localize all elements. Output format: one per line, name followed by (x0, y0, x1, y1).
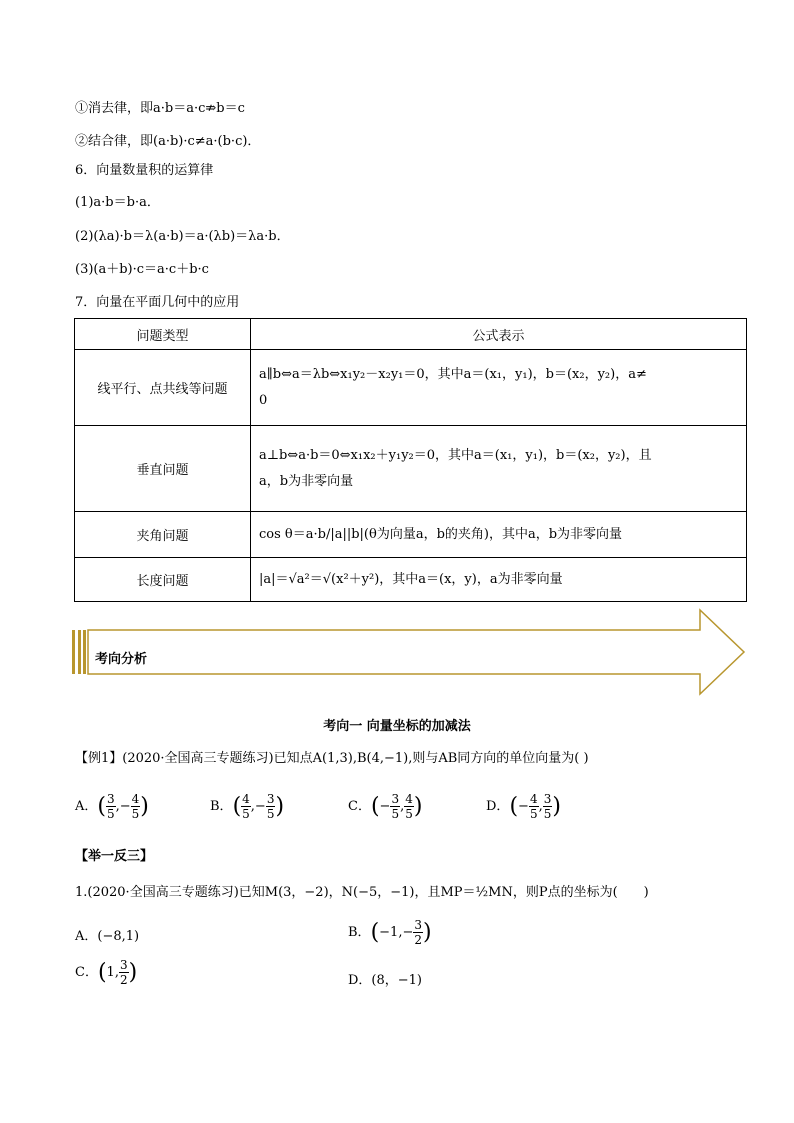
text-line: (2)(λa)·b＝λ(a·b)＝a·(λb)＝λa·b． (75, 229, 290, 244)
table-cell-formula (251, 558, 747, 602)
practice-option-c: C．(1, $\frac{3}{2}$ ) (75, 958, 138, 987)
text-line: ①消去律，即a·b＝a·c⇏b＝c (75, 101, 245, 116)
table-header: 公式表示 (251, 319, 747, 350)
arrow-banner (70, 608, 746, 698)
practice-option-a: A．(−8,1) (75, 929, 140, 944)
formula-line: 0 (259, 392, 268, 408)
practice-heading: 【举一反三】 (75, 849, 154, 864)
table-row (75, 350, 747, 426)
option-b: B．( $\frac{4}{5}$ ,− $\frac{3}{5}$ ) (210, 792, 285, 821)
banner-title: 考向分析 (95, 652, 148, 667)
text-line: 6．向量数量积的运算律 (75, 163, 214, 178)
practice-option-b: B．(−1,− $\frac{3}{2}$ ) (348, 918, 432, 947)
practice-option-d: D．(8，−1) (348, 973, 423, 988)
table-header: 问题类型 (75, 319, 251, 350)
table-row (75, 512, 747, 558)
application-table (74, 318, 747, 602)
table-header-row (75, 319, 747, 350)
option-a: A．( $\frac{3}{5}$ ,− $\frac{4}{5}$ ) (75, 792, 149, 821)
table-row (75, 426, 747, 512)
option-d: D．(− $\frac{4}{5}$ , $\frac{3}{5}$ ) (486, 792, 561, 821)
table-cell-formula (251, 512, 747, 558)
text-line: (3)(a＋b)·c＝a·c＋b·c (75, 262, 209, 277)
section-title: 考向一 向量坐标的加减法 (323, 719, 471, 734)
formula-line: a⊥b⇔a·b＝0⇔x₁x₂＋y₁y₂＝0，其中a＝(x₁，y₁)，b＝(x₂，y₂)，且 (259, 447, 652, 463)
formula-line: a，b为非零向量 (259, 473, 354, 489)
table-row (75, 558, 747, 602)
table-cell-type: 线平行、点共线等问题 (75, 350, 251, 426)
text-line: (1)a·b＝b·a． (75, 195, 160, 210)
formula-line: a∥b⇔a＝λb⇔x₁y₂－x₂y₁＝0，其中a＝(x₁，y₁)，b＝(x₂，y₂)，a≠ (259, 366, 647, 382)
formula-line: cos θ＝a·b/|a||b|(θ为向量a，b的夹角)，其中a，b为非零向量 (259, 526, 623, 542)
text-line: ②结合律，即(a·b)·c≠a·(b·c)． (75, 134, 261, 149)
formula-line: |a|＝√a²＝√(x²＋y²)，其中a＝(x，y)，a为非零向量 (259, 571, 563, 587)
table-cell-formula (251, 426, 747, 512)
table-cell-formula (251, 350, 747, 426)
table-cell-type: 垂直问题 (75, 426, 251, 512)
table-cell-type: 长度问题 (75, 558, 251, 602)
text-line: 7．向量在平面几何中的应用 (75, 295, 240, 310)
option-c: C．(− $\frac{3}{5}$ , $\frac{4}{5}$ ) (348, 792, 423, 821)
practice-question: 1.(2020·全国高三专题练习)已知M(3，−2)，N(−5，−1)，且MP＝½MN，则P点的坐标为( ) (75, 885, 649, 900)
table-cell-type: 夹角问题 (75, 512, 251, 558)
example-question: 【例1】(2020·全国高三专题练习)已知点A(1,3),B(4,−1),则与AB同方向的单位向量为( ) (75, 751, 589, 766)
